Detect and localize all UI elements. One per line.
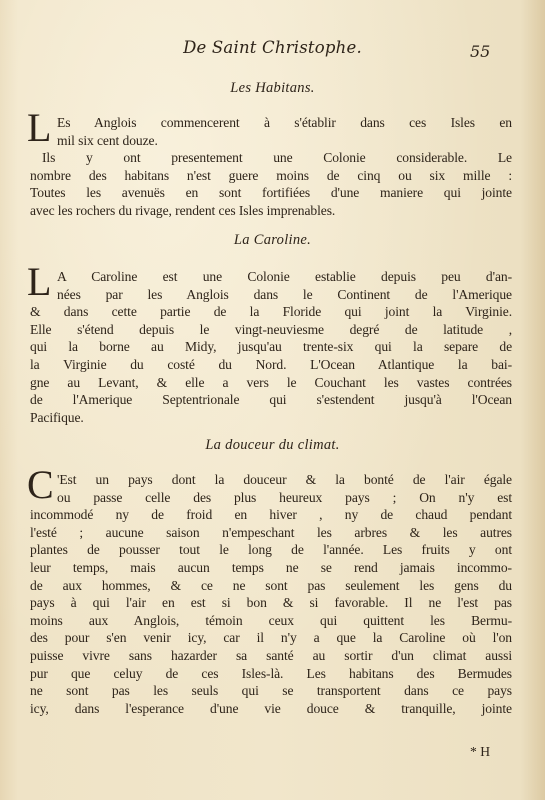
text-line: leur temps, mais aucun temps ne se rend jamais incommo- <box>30 559 512 575</box>
text-line: de l'Amerique Septentrionale qui s'estendent jusqu'à l'Ocean <box>30 392 512 408</box>
text-line: plantes de pousser tout le long de l'année. Les fruits y ont <box>30 542 512 558</box>
drop-cap-l: L <box>27 105 52 150</box>
section-heading-climat: La douceur du climat. <box>205 437 340 453</box>
text-line: nombre des habitans n'est guere moins de cinq ou six mille : <box>30 167 512 183</box>
text-line: icy, dans l'esperance d'une vie douce & tranquille, jointe <box>30 700 512 716</box>
text-line: & dans cette partie de la Floride qui joint la Virginie. <box>30 304 512 320</box>
text-line: incommodé ny de froid en hiver , ny de chaud pendant <box>30 507 512 523</box>
section-heading-habitans: Les Habitans. <box>230 80 315 96</box>
text-line: mil six cent douze. <box>57 132 158 148</box>
running-head: De Saint Christophe. <box>183 38 362 57</box>
text-line: qui la borne au Midy, jusqu'au trente-six qui la separe de <box>30 339 512 355</box>
text-line: ne sont pas les seuls qui se transportent dans ce pays <box>30 683 512 699</box>
text-line: pays à qui l'air en est si bon & si favorable. Il ne l'est pas <box>30 595 512 611</box>
text-line: puisse vivre sans hazarder sa santé au sortir d'un climat aussi <box>30 647 512 663</box>
drop-cap-c: C <box>27 462 54 507</box>
text-line: pur que celuy de ces Isles-là. Les habitans des Bermudes <box>30 665 512 681</box>
text-line: avec les rochers du rivage, rendent ces Isles imprenables. <box>30 202 336 218</box>
text-line: Pacifique. <box>30 409 84 425</box>
text-line: Elle s'étend depuis le vingt-neuviesme degré de latitude , <box>30 321 512 337</box>
text-line: l'esté ; aucune saison n'empeschant les arbres & les autres <box>30 524 512 540</box>
text-line: la Virginie du costé du Nord. L'Ocean Atlantique la bai- <box>30 356 512 372</box>
text-line: Ils y ont presentement une Colonie considerable. Le <box>42 150 512 166</box>
section-body-caroline <box>30 268 512 426</box>
text-line: gne au Levant, & elle a vers le Couchant les vastes contrées <box>30 374 512 390</box>
text-line: 'Est un pays dont la douceur & la bonté de l'air égale <box>57 472 512 487</box>
drop-cap-l: L <box>27 259 52 304</box>
page-number: 55 <box>470 42 491 61</box>
text-line: de aux hommes, & ce ne sont pas seulement les gens du <box>30 577 512 593</box>
text-line: ou passe celle des plus heureux pays ; On n'y est <box>57 489 512 505</box>
text-line: des pour s'en venir icy, car il n'y a que la Caroline où l'on <box>30 630 512 646</box>
text-line: Toutes les avenuës en sont fortifiées d'une maniere qui jointe <box>30 185 512 201</box>
text-line: A Caroline est une Colonie establie depuis peu d'an- <box>57 269 512 284</box>
section-body-habitans <box>30 114 512 220</box>
text-line: nées par les Anglois dans le Continent de l'Amerique <box>57 286 512 302</box>
catchword-signature: * H <box>470 744 491 759</box>
text-line: moins aux Anglois, témoin ceux qui quittent les Bermu- <box>30 612 512 628</box>
section-heading-caroline: La Caroline. <box>233 232 312 248</box>
text-line: Es Anglois commencerent à s'établir dans ces Isles en <box>57 115 512 130</box>
section-body-climat <box>30 471 512 717</box>
